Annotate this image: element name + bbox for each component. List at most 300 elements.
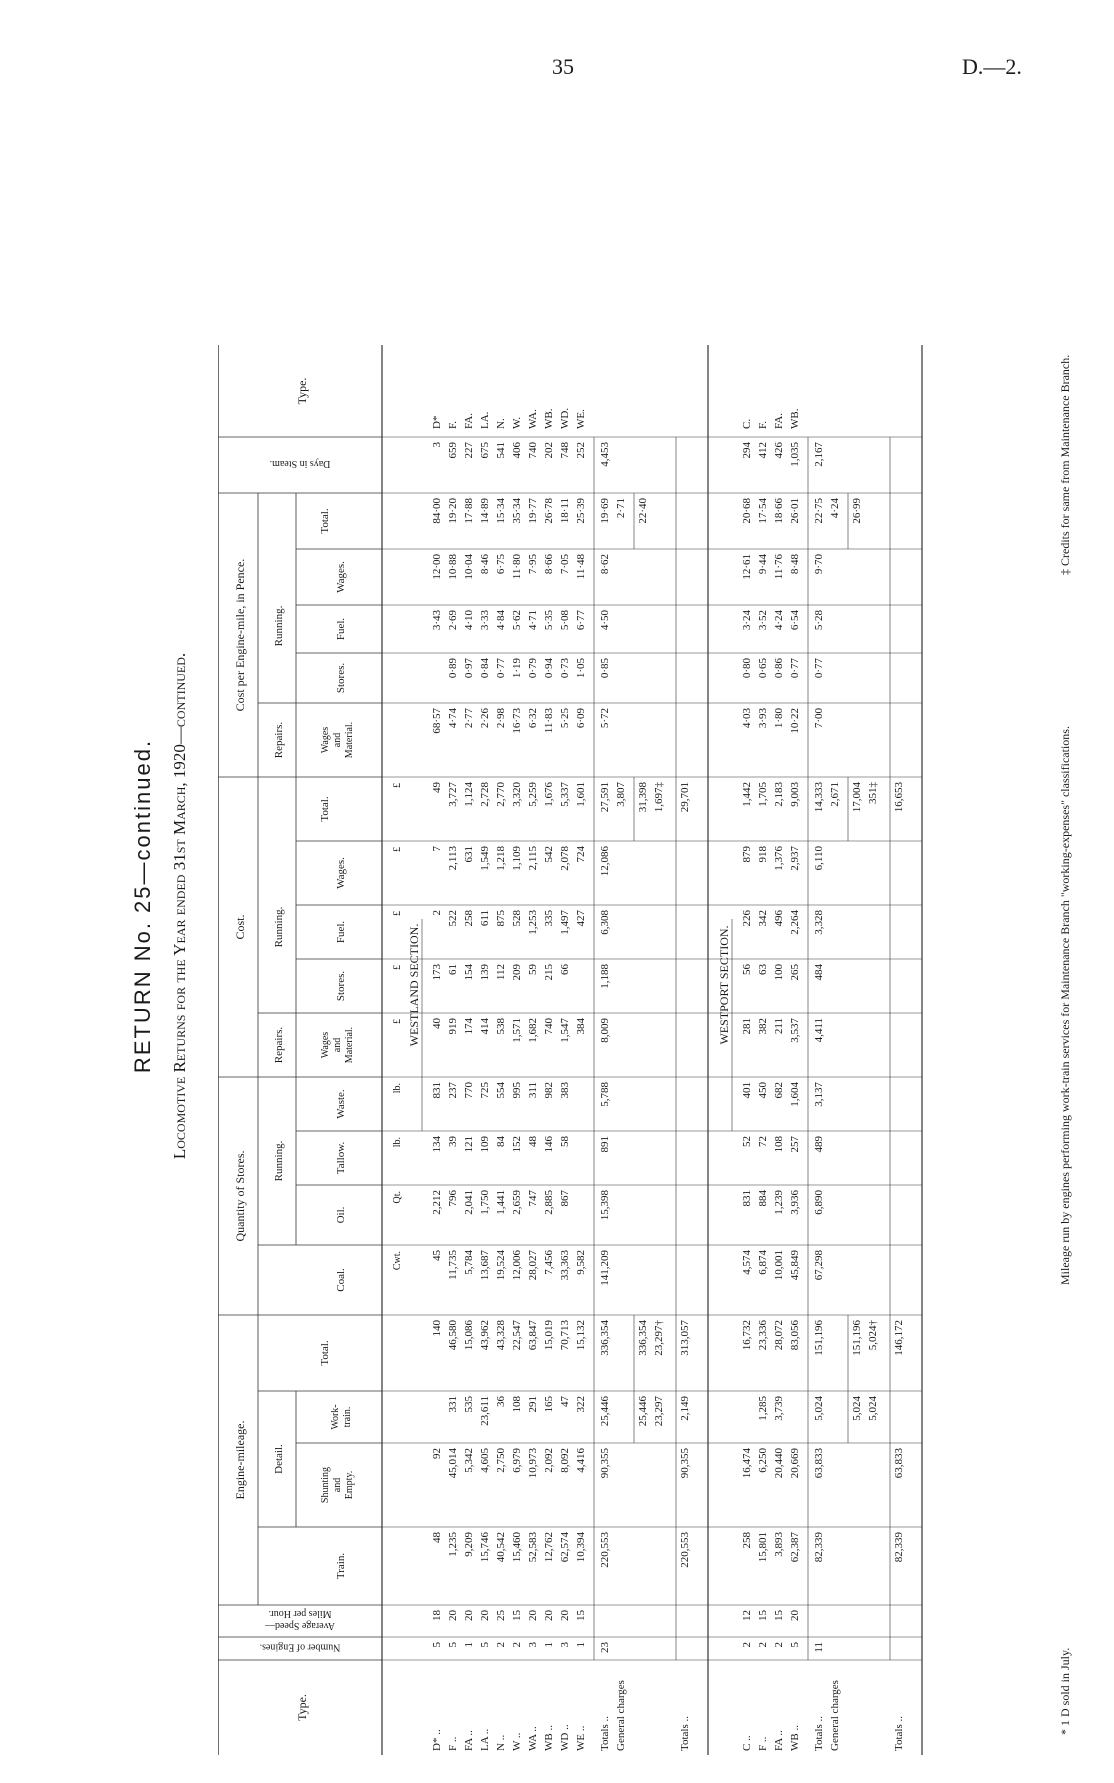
data-row-type-right: C.	[741, 418, 753, 429]
data-row-cell: 12,006	[511, 1250, 523, 1281]
data-row-cell: 83,056	[789, 1320, 801, 1351]
data-row-cell: 1,376	[773, 846, 785, 871]
data-row-cell: 2	[431, 910, 443, 916]
header-shunting: and	[332, 1477, 343, 1493]
data-row-cell: 7·95	[527, 554, 539, 575]
footnote-work-train: Mileage run by engines performing work-train services for Maintenance Branch "working-expenses" classifications.	[1058, 726, 1072, 1285]
data-row-cell: 52	[741, 1136, 753, 1147]
data-row-cell: 68·57	[431, 708, 443, 734]
data-row-cell: 0·77	[495, 658, 507, 679]
data-row-cell: 335	[543, 910, 555, 927]
totals-row-cell: 9·70	[813, 554, 825, 575]
data-row-type-right: F.	[447, 421, 459, 429]
header-shunting: Shunting	[320, 1466, 331, 1504]
data-row-cell: 45,014	[447, 1448, 459, 1479]
data-row-cell: 121	[463, 1136, 475, 1153]
totals-row-cell: 4,411	[813, 1018, 825, 1043]
totals-row-cell: 5·28	[813, 610, 825, 631]
data-row-cell: 450	[757, 1082, 769, 1099]
data-row-cell: 28,072	[773, 1320, 785, 1351]
data-row-cell: 11·76	[773, 554, 785, 580]
header-cpm-wages: Wages.	[335, 561, 347, 593]
data-row-cell: 8·46	[479, 554, 491, 575]
final-totals-row-cell: 63,833	[893, 1448, 905, 1479]
data-row-cell: 15	[773, 1610, 785, 1621]
data-row-cell: 15	[757, 1610, 769, 1621]
data-row-cell: 747	[527, 1190, 539, 1207]
data-row-cell: 15	[575, 1610, 587, 1621]
data-row-cell: 10,973	[527, 1448, 539, 1479]
data-row-cell: 26·78	[543, 498, 555, 524]
data-row-cell: 84·00	[431, 498, 443, 524]
data-row-cell: 72	[757, 1136, 769, 1147]
subtotal-row-cell: 5,024	[851, 1396, 863, 1421]
data-row-cell: 0·65	[757, 658, 769, 679]
data-row-cell: 23,611	[479, 1396, 491, 1426]
data-row-cell: 56	[741, 964, 753, 975]
header-total-cost: Total.	[319, 796, 331, 822]
data-row-cell: 4·24	[773, 610, 785, 631]
data-row-cell: 9,209	[463, 1532, 475, 1557]
document-reference: D.—2.	[962, 54, 1022, 79]
data-row-cell: 11·83	[543, 708, 555, 734]
data-row-cell: 2,041	[463, 1190, 475, 1215]
data-row-cell: 1,285	[757, 1396, 769, 1421]
data-row-cell: 4·10	[463, 610, 475, 631]
section-heading: WESTPORT SECTION.	[717, 925, 731, 1045]
totals-row-cell: 11	[813, 1642, 825, 1653]
totals-row-cell: 25,446	[599, 1396, 611, 1427]
data-row-cell: 11,735	[447, 1250, 459, 1280]
data-row-cell: 3·33	[479, 610, 491, 631]
data-row-cell: 2·26	[479, 708, 491, 729]
data-row-cell: 3·52	[757, 610, 769, 631]
general-charges-cell: 2,671	[829, 782, 841, 807]
data-row-cell: 66	[559, 964, 571, 975]
data-row-cell: 47	[559, 1396, 571, 1407]
subtotal-row-cell: 25,446	[637, 1396, 649, 1427]
unit-coal: Cwt.	[392, 1251, 403, 1271]
header-coal: Coal.	[335, 1268, 347, 1292]
header-cost: Cost.	[233, 914, 247, 940]
data-row-cell: 13,687	[479, 1250, 491, 1281]
data-row-cell: 15,460	[511, 1532, 523, 1563]
data-row-cell: 15·34	[495, 498, 507, 524]
data-row-cell: 4,574	[741, 1250, 753, 1275]
data-row-label: WE ..	[575, 1725, 587, 1751]
data-row-cell: 173	[431, 964, 443, 981]
header-cpm-wages-material: Wages	[320, 726, 331, 754]
data-row-cell: 541	[495, 442, 507, 459]
data-row-cell: 3·43	[431, 610, 443, 631]
header-shunting: Empty.	[344, 1470, 355, 1500]
data-row-cell: 12·00	[431, 554, 443, 580]
subtotal-row-cell: 1,697‡	[653, 782, 665, 813]
data-row-label: LA ..	[479, 1728, 491, 1751]
data-row-label: FA ..	[463, 1730, 475, 1751]
page-number: 35	[552, 54, 574, 79]
totals-row-cell: 2,167	[813, 442, 825, 467]
totals-row-cell: 15,398	[599, 1190, 611, 1221]
data-row-cell: 258	[463, 910, 475, 927]
data-row-type-right: WB.	[543, 408, 555, 429]
data-row-cell: 48	[527, 1136, 539, 1147]
data-row-cell: 2,212	[431, 1190, 443, 1215]
data-row-cell: 20	[463, 1610, 475, 1621]
data-row-cell: 918	[757, 846, 769, 863]
data-row-cell: 18	[431, 1610, 443, 1621]
totals-row-cell: 82,339	[813, 1532, 825, 1563]
data-row-cell: 5·62	[511, 610, 523, 631]
data-row-cell: 412	[757, 442, 769, 459]
data-row-cell: 18·66	[773, 498, 785, 524]
data-row-cell: 8·48	[789, 554, 801, 575]
data-row-cell: 6·77	[575, 610, 587, 631]
data-row-cell: 9,003	[789, 782, 801, 807]
data-row-cell: 25·39	[575, 498, 587, 524]
data-row-cell: 611	[479, 910, 491, 927]
data-row-cell: 0·77	[789, 658, 801, 679]
data-row-type-right: F.	[757, 421, 769, 429]
data-row-cell: 3·93	[757, 708, 769, 729]
data-row-type-right: FA.	[773, 413, 785, 429]
unit-waste: lb.	[392, 1083, 403, 1094]
data-row-cell: 538	[495, 1018, 507, 1035]
header-cpm-fuel: Fuel.	[335, 617, 347, 641]
totals-row-cell: 7·00	[813, 708, 825, 729]
totals-row-cell: 220,553	[599, 1532, 611, 1568]
data-row-cell: 202	[543, 442, 555, 459]
data-row-cell: 3,936	[789, 1190, 801, 1215]
header-cpm-total: Total.	[319, 508, 331, 534]
header-days-in-steam: Days in Steam.	[269, 458, 331, 469]
data-row-cell: 5·25	[559, 708, 571, 729]
data-row-cell: 1,571	[511, 1018, 523, 1043]
data-row-cell: 9·44	[757, 554, 769, 575]
data-row-cell: 6·54	[789, 610, 801, 631]
data-row-cell: 6,250	[757, 1448, 769, 1473]
data-row-cell: 291	[527, 1396, 539, 1413]
header-cost-per-mile: Cost per Engine-mile, in Pence.	[233, 558, 247, 712]
data-row-cell: 6,979	[511, 1448, 523, 1473]
data-row-cell: 6,874	[757, 1250, 769, 1275]
header-work-train: train.	[342, 1406, 353, 1428]
data-row-cell: 15,801	[757, 1532, 769, 1563]
header-oil: Oil.	[335, 1206, 347, 1224]
subtotal-row-cell: 151,196	[851, 1320, 863, 1356]
data-row-cell: 10,001	[773, 1250, 785, 1281]
data-row-cell: 2	[773, 1642, 785, 1648]
data-row-cell: 33,363	[559, 1250, 571, 1281]
data-row-cell: 0·79	[527, 658, 539, 679]
unit-pound: £	[392, 783, 403, 788]
data-row-cell: 1·80	[773, 708, 785, 729]
totals-row-cell: 3,328	[813, 910, 825, 935]
header-avg-speed: Miles per Hour.	[268, 1608, 332, 1619]
data-row-cell: 682	[773, 1082, 785, 1099]
general-charges-cell: 3,807	[615, 782, 627, 807]
data-row-cell: 20	[447, 1610, 459, 1621]
final-totals-row-cell: 313,057	[679, 1320, 691, 1356]
data-row-cell: 2	[495, 1642, 507, 1648]
data-row-cell: 406	[511, 442, 523, 459]
data-row-cell: 12,762	[543, 1532, 555, 1563]
final-totals-row-label: Totals ..	[893, 1716, 905, 1751]
rotated-table-page	[58, 57, 1114, 1755]
data-row-cell: 5	[789, 1642, 801, 1648]
data-row-cell: 211	[773, 1018, 785, 1035]
footnote-credits: ‡ Credits for same from Maintenance Branch.	[1058, 354, 1072, 575]
data-row-cell: 919	[447, 1018, 459, 1035]
data-row-cell: 20	[559, 1610, 571, 1621]
totals-row-cell: 4,453	[599, 442, 611, 467]
subtotal-row-cell: 23,297	[653, 1396, 665, 1427]
data-row-cell: 20·68	[741, 498, 753, 524]
data-row-cell: 0·84	[479, 658, 491, 679]
data-row-cell: 20	[527, 1610, 539, 1621]
header-type-right: Type.	[295, 377, 309, 405]
totals-row-label: Totals ..	[599, 1716, 611, 1751]
data-row-cell: 5	[479, 1642, 491, 1648]
totals-row-cell: 1,188	[599, 964, 611, 989]
data-row-label: FA ..	[773, 1730, 785, 1751]
unit-tallow: lb.	[392, 1137, 403, 1148]
data-row-type-right: LA.	[479, 411, 491, 429]
subtotal-row-cell: 5,024†	[867, 1320, 879, 1351]
data-row-cell: 11·80	[511, 554, 523, 580]
data-row-cell: 281	[741, 1018, 753, 1035]
totals-row-cell: 8·62	[599, 554, 611, 575]
data-row-cell: 5,259	[527, 782, 539, 807]
data-row-cell: 740	[543, 1018, 555, 1035]
data-row-cell: 1·05	[575, 658, 587, 679]
header-wages: Wages.	[335, 857, 347, 889]
data-row-cell: 2,885	[543, 1190, 555, 1215]
data-row-cell: 5,342	[463, 1448, 475, 1473]
data-row-cell: 12·61	[741, 554, 753, 580]
data-row-cell: 4·84	[495, 610, 507, 631]
header-cpm-repairs: Repairs.	[273, 721, 285, 759]
data-row-label: WA ..	[527, 1726, 539, 1751]
totals-row-cell: 6,110	[813, 846, 825, 871]
data-row-cell: 40,542	[495, 1532, 507, 1563]
data-row-cell: 100	[773, 964, 785, 981]
data-row-cell: 19,524	[495, 1250, 507, 1281]
data-row-cell: 2,264	[789, 910, 801, 935]
data-row-cell: 3,320	[511, 782, 523, 807]
data-row-type-right: FA.	[463, 413, 475, 429]
data-row-cell: 63	[757, 964, 769, 975]
final-totals-row-cell: 29,701	[679, 782, 691, 813]
data-row-cell: 5,784	[463, 1250, 475, 1275]
data-row-cell: 174	[463, 1018, 475, 1035]
totals-row-cell: 336,354	[599, 1320, 611, 1356]
data-row-cell: 7	[431, 846, 443, 852]
data-row-cell: 226	[741, 910, 753, 927]
data-row-cell: 3	[559, 1642, 571, 1648]
data-row-cell: 43,962	[479, 1320, 491, 1351]
data-row-cell: 10·22	[789, 708, 801, 734]
data-row-cell: 112	[495, 964, 507, 981]
data-row-cell: 659	[447, 442, 459, 459]
subtotal-row-cell: 17,004	[851, 782, 863, 813]
totals-row-cell: 3,137	[813, 1082, 825, 1107]
data-row-cell: 61	[447, 964, 459, 975]
data-row-cell: 45,849	[789, 1250, 801, 1281]
data-row-cell: 1,549	[479, 846, 491, 871]
data-row-cell: 867	[559, 1190, 571, 1207]
header-wages-material: Material.	[344, 1026, 355, 1064]
data-row-type-right: WB.	[789, 408, 801, 429]
totals-row-cell: 23	[599, 1642, 611, 1653]
totals-row-cell: 14,333	[813, 782, 825, 813]
data-row-cell: 1,601	[575, 782, 587, 807]
totals-row-cell: 6,308	[599, 910, 611, 935]
data-row-cell: 215	[543, 964, 555, 981]
data-row-cell: 109	[479, 1136, 491, 1153]
data-row-cell: 257	[789, 1136, 801, 1153]
data-row-cell: 165	[543, 1396, 555, 1413]
subtotal-row-cell: 22·40	[637, 498, 649, 524]
general-charges-cell: 2·71	[615, 498, 627, 519]
data-row-cell: 8·66	[543, 554, 555, 575]
data-row-cell: 2	[511, 1642, 523, 1648]
data-row-cell: 2,728	[479, 782, 491, 807]
data-row-cell: 3	[431, 442, 443, 448]
data-row-cell: 28,027	[527, 1250, 539, 1281]
data-row-cell: 1,035	[789, 442, 801, 467]
general-charges-label: General charges	[615, 1680, 627, 1751]
data-row-cell: 0·97	[463, 658, 475, 679]
totals-row-cell: 0·85	[599, 658, 611, 679]
data-row-cell: 9,582	[575, 1250, 587, 1275]
subtotal-row-cell: 351‡	[867, 782, 879, 804]
data-row-cell: 426	[773, 442, 785, 459]
data-row-cell: 3,537	[789, 1018, 801, 1043]
data-row-cell: 4,605	[479, 1448, 491, 1473]
data-row-cell: 15,132	[575, 1320, 587, 1351]
data-row-cell: 1,218	[495, 846, 507, 871]
data-row-cell: 209	[511, 964, 523, 981]
data-row-type-right: WE.	[575, 409, 587, 429]
totals-row-label: Totals ..	[813, 1716, 825, 1751]
data-row-cell: 92	[431, 1448, 443, 1459]
data-row-cell: 554	[495, 1082, 507, 1099]
data-row-cell: 875	[495, 910, 507, 927]
data-row-cell: 1,124	[463, 782, 475, 807]
data-row-cell: 1,547	[559, 1018, 571, 1043]
data-row-cell: 796	[447, 1190, 459, 1207]
data-row-cell: 23,336	[757, 1320, 769, 1351]
totals-row-cell: 484	[813, 964, 825, 981]
data-row-cell: 0·80	[741, 658, 753, 679]
header-avg-speed: Average Speed—	[264, 1620, 336, 1631]
data-row-cell: 1,604	[789, 1082, 801, 1107]
header-cost-running: Running.	[273, 906, 285, 948]
data-row-cell: 227	[463, 442, 475, 459]
header-cpm-stores: Stores.	[335, 662, 347, 694]
data-row-label: C ..	[741, 1735, 753, 1751]
general-charges-cell: 4·24	[829, 498, 841, 519]
data-row-cell: 19·20	[447, 498, 459, 524]
final-totals-row-label: Totals ..	[679, 1716, 691, 1751]
data-row-cell: 11·48	[575, 554, 587, 580]
data-row-type-right: WD.	[559, 407, 571, 429]
data-row-cell: 45	[431, 1250, 443, 1261]
data-row-cell: 6·32	[527, 708, 539, 729]
data-row-cell: 17·88	[463, 498, 475, 524]
data-row-cell: 2,092	[543, 1448, 555, 1473]
data-row-cell: 879	[741, 846, 753, 863]
data-row-cell: 982	[543, 1082, 555, 1099]
data-row-cell: 401	[741, 1082, 753, 1099]
header-repairs: Repairs.	[273, 1026, 285, 1064]
data-row-cell: 3	[527, 1642, 539, 1648]
data-row-cell: 59	[527, 964, 539, 975]
data-row-cell: 0·94	[543, 658, 555, 679]
data-row-cell: 146	[543, 1136, 555, 1153]
data-row-cell: 14·89	[479, 498, 491, 524]
totals-row-cell: 63,833	[813, 1448, 825, 1479]
data-row-cell: 154	[463, 964, 475, 981]
totals-row-cell: 67,298	[813, 1250, 825, 1281]
data-row-cell: 4,416	[575, 1448, 587, 1473]
subtotal-row-cell: 26·99	[851, 498, 863, 524]
totals-row-cell: 891	[599, 1136, 611, 1153]
return-subtitle: Locomotive Returns for the Year ended 31st March, 1920—continued.	[170, 652, 189, 1160]
data-row-cell: 675	[479, 442, 491, 459]
header-fuel: Fuel.	[335, 920, 347, 944]
totals-row-cell: 22·75	[813, 498, 825, 524]
data-row-cell: 528	[511, 910, 523, 927]
data-row-cell: 2·77	[463, 708, 475, 729]
header-total-mileage: Total.	[319, 1340, 331, 1366]
data-row-cell: 1·19	[511, 658, 523, 679]
header-detail: Detail.	[273, 1444, 285, 1474]
header-type: Type.	[295, 1694, 309, 1721]
totals-row-cell: 5,788	[599, 1082, 611, 1107]
totals-row-cell: 489	[813, 1136, 825, 1153]
data-row-cell: 20,440	[773, 1448, 785, 1479]
data-row-cell: 62,574	[559, 1532, 571, 1563]
data-row-cell: 152	[511, 1136, 523, 1153]
header-wages-material: Wages	[320, 1031, 331, 1059]
data-row-label: N ..	[495, 1734, 507, 1751]
data-row-cell: 4·03	[741, 708, 753, 729]
totals-row-cell: 6,890	[813, 1190, 825, 1215]
data-row-cell: 5	[447, 1642, 459, 1648]
data-row-cell: 1	[543, 1642, 555, 1648]
data-row-cell: 831	[741, 1190, 753, 1207]
data-row-cell: 5	[431, 1642, 443, 1648]
totals-row-cell: 5,024	[813, 1396, 825, 1421]
data-row-cell: 3,739	[773, 1396, 785, 1421]
data-row-cell: 522	[447, 910, 459, 927]
header-cpm-running: Running.	[273, 605, 285, 647]
data-row-cell: 2	[757, 1642, 769, 1648]
data-row-cell: 40	[431, 1018, 443, 1029]
data-row-cell: 414	[479, 1018, 491, 1035]
data-row-cell: 62,387	[789, 1532, 801, 1563]
data-row-cell: 108	[511, 1396, 523, 1413]
data-row-cell: 724	[575, 846, 587, 863]
data-row-cell: 48	[431, 1532, 443, 1543]
data-row-cell: 1,235	[447, 1532, 459, 1557]
totals-row-cell: 5·72	[599, 708, 611, 729]
data-row-cell: 3,893	[773, 1532, 785, 1557]
data-row-cell: 3,727	[447, 782, 459, 807]
data-row-cell: 1,750	[479, 1190, 491, 1215]
